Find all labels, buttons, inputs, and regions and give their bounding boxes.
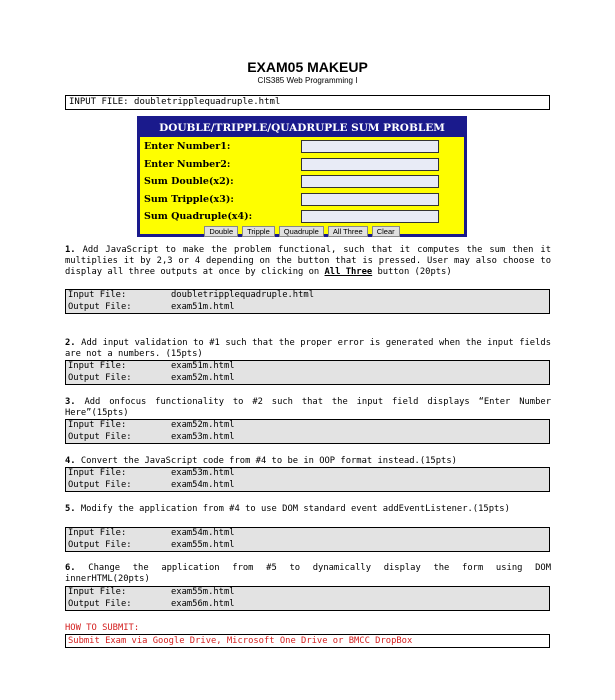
input-file-name: exam51m.html <box>171 361 235 371</box>
question-text-end: button (20pts) <box>372 267 452 277</box>
form-title: DOUBLE/TRIPPLE/QUADRUPLE SUM PROBLEM <box>140 119 464 137</box>
form-button-row <box>140 226 464 237</box>
output-file-name: exam55m.html <box>171 539 235 550</box>
io-box-3 <box>65 419 550 444</box>
double-button[interactable]: Double <box>204 226 238 237</box>
input-file-row <box>68 361 549 373</box>
how-to-submit-heading: HOW TO SUBMIT: <box>65 623 140 633</box>
question-5 <box>65 504 551 515</box>
input-file-line: INPUT FILE: doubletripplequadruple.html <box>65 95 550 110</box>
output-file-name: exam54m.html <box>171 479 235 490</box>
sum-tripple-input[interactable] <box>301 193 439 206</box>
number2-label: Enter Number2: <box>144 159 231 170</box>
input-file-label: Input File: <box>68 420 127 430</box>
question-number: 2. <box>65 338 76 348</box>
input-file-name: doubletripplequadruple.html <box>171 290 314 300</box>
sum-tripple-label: Sum Tripple(x3): <box>144 194 234 205</box>
form-row-quadruple <box>144 209 464 225</box>
io-box-4 <box>65 467 550 492</box>
output-file-name: exam56m.html <box>171 598 235 609</box>
output-file-row <box>68 373 549 385</box>
output-file-row <box>68 540 549 552</box>
question-1 <box>65 245 551 278</box>
exam-subtitle: CIS385 Web Programming I <box>257 76 358 85</box>
input-file-label: Input File: <box>68 290 127 300</box>
all-three-reference: All Three <box>324 267 373 277</box>
question-2 <box>65 338 551 360</box>
output-file-label: Output File: <box>68 431 132 442</box>
question-text: Add onfocus functionality to #2 such that the input field displays “Enter Number Here”(15pts) <box>65 397 551 418</box>
form-row-double <box>144 174 464 190</box>
sum-quadruple-label: Sum Quadruple(x4): <box>144 211 253 222</box>
io-box-5 <box>65 527 550 552</box>
input-file-row <box>68 420 549 432</box>
output-file-row <box>68 432 549 444</box>
question-4 <box>65 456 551 467</box>
number2-input[interactable] <box>301 158 439 171</box>
input-file-label: Input File: <box>68 468 127 478</box>
exam-title: EXAM05 MAKEUP <box>247 59 368 75</box>
number1-input[interactable] <box>301 140 439 153</box>
input-file-label: Input File: <box>68 528 127 538</box>
clear-button[interactable]: Clear <box>372 226 400 237</box>
question-number: 3. <box>65 397 76 407</box>
input-file-label: Input File: <box>68 587 127 597</box>
question-number: 6. <box>65 563 76 573</box>
question-3 <box>65 397 551 419</box>
sum-double-input[interactable] <box>301 175 439 188</box>
question-number: 5. <box>65 504 76 514</box>
output-file-name: exam52m.html <box>171 372 235 383</box>
submit-instructions: Submit Exam via Google Drive, Microsoft One Drive or BMCC DropBox <box>65 634 550 648</box>
output-file-label: Output File: <box>68 539 132 550</box>
form-row-tripple <box>144 192 464 208</box>
output-file-label: Output File: <box>68 301 132 312</box>
question-number: 1. <box>65 245 76 255</box>
tripple-button[interactable]: Tripple <box>242 226 275 237</box>
output-file-row <box>68 480 549 492</box>
input-file-row <box>68 528 549 540</box>
io-box-2 <box>65 360 550 385</box>
question-text: Add JavaScript to make the problem functional, such that it computes the sum then it multiplies it by 2,3 or 4 depending on the button that is pressed. User may also choose to display all three outputs at once by clicking on <box>65 245 551 277</box>
input-file-name: exam52m.html <box>171 420 235 430</box>
question-text: Add input validation to #1 such that the proper error is generated when the input fields are not a numbers. (15pts) <box>65 338 551 359</box>
question-number: 4. <box>65 456 76 466</box>
quadruple-button[interactable]: Quadruple <box>279 226 324 237</box>
output-file-name: exam53m.html <box>171 431 235 442</box>
question-6 <box>65 563 551 585</box>
io-box-6 <box>65 586 550 611</box>
output-file-row <box>68 302 549 314</box>
form-row-number1 <box>144 139 464 155</box>
output-file-label: Output File: <box>68 479 132 490</box>
output-file-name: exam51m.html <box>171 301 235 312</box>
output-file-label: Output File: <box>68 372 132 383</box>
question-text: Change the application from #5 to dynamically display the form using DOM innerHTML(20pts) <box>65 563 551 584</box>
input-file-name: exam53m.html <box>171 468 235 478</box>
all-three-button[interactable]: All Three <box>328 226 368 237</box>
output-file-label: Output File: <box>68 598 132 609</box>
question-text: Convert the JavaScript code from #4 to be in OOP format instead.(15pts) <box>75 456 457 466</box>
input-file-label: Input File: <box>68 361 127 371</box>
input-file-name: exam54m.html <box>171 528 235 538</box>
number1-label: Enter Number1: <box>144 141 231 152</box>
input-file-row <box>68 290 549 302</box>
form-row-number2 <box>144 157 464 173</box>
input-file-row <box>68 468 549 480</box>
sum-double-label: Sum Double(x2): <box>144 176 234 187</box>
sum-problem-form <box>137 116 467 237</box>
io-box-1 <box>65 289 550 314</box>
sum-quadruple-input[interactable] <box>301 210 439 223</box>
output-file-row <box>68 599 549 611</box>
input-file-name: exam55m.html <box>171 587 235 597</box>
input-file-row <box>68 587 549 599</box>
question-text: Modify the application from #4 to use DOM standard event addEventListener.(15pts) <box>75 504 510 514</box>
